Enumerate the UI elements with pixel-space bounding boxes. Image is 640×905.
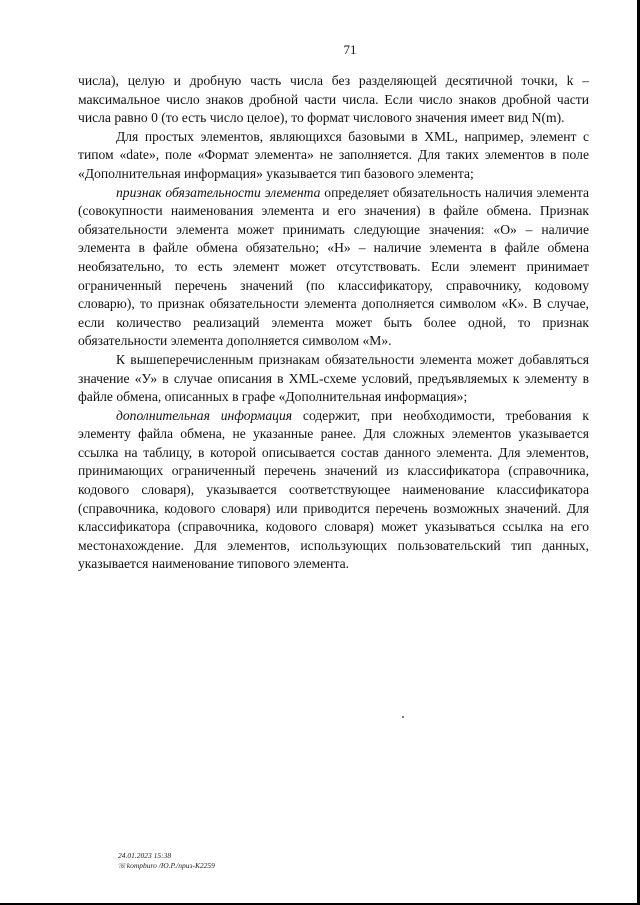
paragraph-text: содержит, при необходимости, требования к элементу файла обмена, не указанные ранее. Для сложных элементов указывается ссылка на таблицу, в которой описывается состав данного элемента. Для элементов, принимающих ограниченный перечень значений из классификатора (справочника, кодового словаря), указывается соответствующее наименование классификатора (справочника, кодового словаря) или приводится перечень возможных значений. Для классификатора (справочника, кодового словаря) может указываться ссылка на его местонахождение. Для элементов, использующих пользовательский тип данных, указывается наименование типового элемента. <box>78 407 589 572</box>
term-additional-info: дополнительная информация <box>116 407 293 423</box>
paragraph <box>78 351 589 407</box>
footer-path: kompburo /Ю.Р./приз-К2259 <box>126 861 215 870</box>
page-number: 71 <box>343 42 357 57</box>
paragraph-text: определяет обязательность наличия элемента (совокупности наименования элемента и его значения) в файле обмена. Признак обязательности элемента может принимать следующие значения: «О» – наличие элемента в файле обмена обязательно; «Н» – наличие элемента в файле обмена необязательно, то есть элемент может отсутствовать. Если элемент принимает ограниченный перечень значений (по классификатору, справочнику, кодовому словарю), то признак обязательности элемента дополняется символом «К». В случае, если количество реализаций элемента может быть более одной, то признак обязательности элемента дополняется символом «М». <box>78 184 589 349</box>
paragraph-text: К вышеперечисленным признакам обязательности элемента может добавляться значение «У» в случае описания в XML-схеме условий, предъявляемых к элементу в файле обмена, описанных в графе «Дополнительная информация»; <box>78 351 589 405</box>
paragraph-text: числа), целую и дробную часть числа без разделяющей десятичной точки, k – максимальное число знаков дробной части числа. Если число знаков дробной части числа равно 0 (то есть число целое), то формат числового значения имеет вид N(m). <box>78 73 589 126</box>
paragraph <box>78 128 589 184</box>
paragraph <box>78 184 589 351</box>
scan-speck <box>402 716 404 718</box>
phone-icon: ☏ <box>118 862 127 870</box>
term-mandatory-flag: признак обязательности элемента <box>116 184 321 200</box>
paragraph <box>78 72 589 128</box>
paragraph <box>78 407 589 574</box>
document-body <box>78 72 589 574</box>
footer-timestamp: 24.01.2023 15:38 <box>118 851 172 860</box>
footer-stamp <box>118 851 215 871</box>
paragraph-text: Для простых элементов, являющихся базовыми в XML, например, элемент с типом «date», поле «Формат элемента» не заполняется. Для таких элементов в поле «Дополнительная информация» указывается тип базового элемента; <box>78 128 589 181</box>
footer-path-line <box>118 861 215 871</box>
